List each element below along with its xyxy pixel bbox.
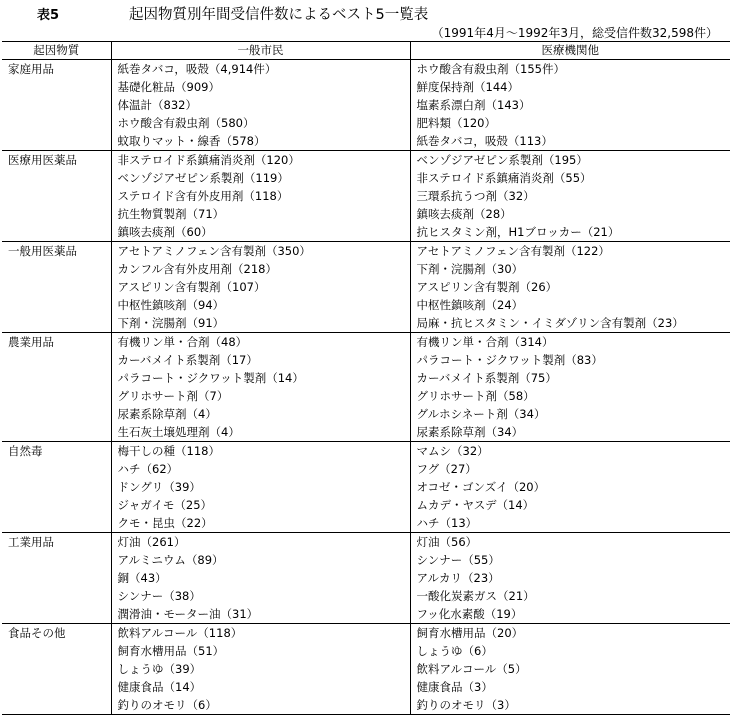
- medical-item: アスピリン含有製剤（26）: [416, 280, 558, 294]
- category-cell: [2, 242, 111, 333]
- public-item: 尿素系除草剤（4）: [117, 407, 217, 421]
- public-item: ハチ（62）: [117, 462, 179, 476]
- title-row: [0, 2, 732, 22]
- medical-item: アセトアミノフェン含有製剤（122）: [416, 244, 610, 258]
- public-item: 有機リン単・合剤（48）: [117, 335, 248, 349]
- public-cell: [111, 151, 410, 242]
- medical-item: 一酸化炭素ガス（21）: [416, 589, 535, 603]
- public-item: ステロイド含有外皮用剤（118）: [117, 189, 289, 203]
- public-item: 抗生物質製剤（71）: [117, 207, 225, 221]
- public-cell: [111, 624, 410, 715]
- ranking-table: [2, 41, 730, 715]
- medical-item: グルホシネート剤（34）: [416, 407, 546, 421]
- medical-item: マムシ（32）: [416, 444, 489, 458]
- medical-item: ベンゾジアゼピン系製剤（195）: [416, 153, 588, 167]
- public-item: クモ・昆虫（22）: [117, 516, 213, 530]
- category-name: 自然毒: [8, 444, 43, 458]
- category-cell: [2, 151, 111, 242]
- medical-cell: [410, 333, 730, 442]
- public-item: 基礎化粧品（909）: [117, 80, 220, 94]
- public-item: しょうゆ（39）: [117, 662, 202, 676]
- medical-item: 鎮咳去痰剤（28）: [416, 207, 512, 221]
- public-item: 蚊取りマット・線香（578）: [117, 134, 266, 148]
- table-title: 起因物質別年間受信件数によるベスト5一覧表: [129, 7, 429, 23]
- public-item: ホウ酸含有殺虫剤（580）: [117, 116, 255, 130]
- medical-item: カーバメイト系製剤（75）: [416, 371, 557, 385]
- public-cell: [111, 333, 410, 442]
- public-item: シンナー（38）: [117, 589, 201, 603]
- medical-item: 紙巻タバコ，吸殻（113）: [416, 134, 553, 148]
- medical-item: 飼育水槽用品（20）: [416, 626, 524, 640]
- public-item: 飲料アルコール（118）: [117, 626, 243, 640]
- header-category: 起因物質: [2, 42, 111, 60]
- medical-item: 塩素系漂白剤（143）: [416, 98, 531, 112]
- public-item: 紙巻タバコ，吸殻（4,914件）: [117, 62, 277, 76]
- public-item: 体温計（832）: [117, 98, 197, 112]
- medical-item: 釣りのオモリ（3）: [416, 698, 516, 712]
- medical-item: グリホサート剤（58）: [416, 389, 535, 403]
- medical-item: 鮮度保持剤（144）: [416, 80, 519, 94]
- public-item: 梅干しの種（118）: [117, 444, 220, 458]
- public-item: 鎮咳去痰剤（60）: [117, 225, 213, 239]
- table-row: [2, 624, 730, 715]
- category-cell: [2, 533, 111, 624]
- public-item: グリホサート剤（7）: [117, 389, 229, 403]
- public-item: パラコート・ジクワット製剤（14）: [117, 371, 304, 385]
- medical-item: アルカリ（23）: [416, 571, 500, 585]
- public-item: ベンゾジアゼピン系製剤（119）: [117, 171, 289, 185]
- table-label: 表5: [37, 8, 60, 23]
- header-public: 一般市民: [111, 42, 410, 60]
- medical-item: ハチ（13）: [416, 516, 478, 530]
- public-cell: [111, 242, 410, 333]
- medical-item: フグ（27）: [416, 462, 477, 476]
- table-row: [2, 242, 730, 333]
- header-medical: 医療機関他: [410, 42, 730, 60]
- medical-item: 抗ヒスタミン剤，H1ブロッカー（21）: [416, 225, 620, 239]
- public-item: カーバメイト系製剤（17）: [117, 353, 258, 367]
- table-row: [2, 333, 730, 442]
- public-item: 健康食品（14）: [117, 680, 202, 694]
- medical-cell: [410, 242, 730, 333]
- public-item: 飼育水槽用品（51）: [117, 644, 225, 658]
- medical-cell: [410, 60, 730, 151]
- medical-item: 肥料類（120）: [416, 116, 496, 130]
- public-item: 下剤・浣腸剤（91）: [117, 316, 225, 330]
- medical-item: 灯油（56）: [416, 535, 478, 549]
- medical-item: オコゼ・ゴンズイ（20）: [416, 480, 546, 494]
- medical-item: 下剤・浣腸剤（30）: [416, 262, 524, 276]
- category-name: 食品その他: [8, 626, 66, 640]
- medical-item: 非ステロイド系鎮痛消炎剤（55）: [416, 171, 592, 185]
- table-row: [2, 60, 730, 151]
- category-cell: [2, 442, 111, 533]
- category-name: 工業用品: [8, 535, 54, 549]
- public-item: 釣りのオモリ（6）: [117, 698, 217, 712]
- medical-item: フッ化水素酸（19）: [416, 607, 523, 621]
- public-item: アルミニウム（89）: [117, 553, 224, 567]
- public-cell: [111, 442, 410, 533]
- medical-item: シンナー（55）: [416, 553, 500, 567]
- public-item: アスピリン含有製剤（107）: [117, 280, 266, 294]
- medical-item: 有機リン単・合剤（314）: [416, 335, 554, 349]
- medical-item: ムカデ・ヤスデ（14）: [416, 498, 535, 512]
- medical-item: 健康食品（3）: [416, 680, 493, 694]
- medical-item: 飲料アルコール（5）: [416, 662, 527, 676]
- table-row: [2, 533, 730, 624]
- public-item: 中枢性鎮咳剤（94）: [117, 298, 225, 312]
- medical-item: しょうゆ（6）: [416, 644, 493, 658]
- table-row: [2, 442, 730, 533]
- medical-cell: [410, 624, 730, 715]
- period-note: （1991年4月～1992年3月，総受信件数32,598件）: [431, 26, 718, 40]
- public-cell: [111, 533, 410, 624]
- public-item: アセトアミノフェン含有製剤（350）: [117, 244, 311, 258]
- public-item: ジャガイモ（25）: [117, 498, 213, 512]
- public-item: ドングリ（39）: [117, 480, 201, 494]
- medical-item: 局麻・抗ヒスタミン・イミダゾリン含有製剤（23）: [416, 316, 684, 330]
- public-cell: [111, 60, 410, 151]
- medical-cell: [410, 442, 730, 533]
- category-cell: [2, 333, 111, 442]
- category-name: 農業用品: [8, 335, 54, 349]
- table-body: [2, 60, 730, 715]
- medical-cell: [410, 533, 730, 624]
- medical-cell: [410, 151, 730, 242]
- header-row: [2, 42, 730, 60]
- public-item: 非ステロイド系鎮痛消炎剤（120）: [117, 153, 300, 167]
- category-name: 医療用医薬品: [8, 153, 77, 167]
- category-cell: [2, 60, 111, 151]
- public-item: 銅（43）: [117, 571, 167, 585]
- public-item: 生石灰土壌処理剤（4）: [117, 425, 240, 439]
- category-cell: [2, 624, 111, 715]
- medical-item: ホウ酸含有殺虫剤（155件）: [416, 62, 565, 76]
- medical-item: パラコート・ジクワット製剤（83）: [416, 353, 603, 367]
- public-item: カンフル含有外皮用剤（218）: [117, 262, 277, 276]
- medical-item: 尿素系除草剤（34）: [416, 425, 524, 439]
- public-item: 潤滑油・モーター油（31）: [117, 607, 259, 621]
- medical-item: 三環系抗うつ剤（32）: [416, 189, 535, 203]
- category-name: 一般用医薬品: [8, 244, 77, 258]
- medical-item: 中枢性鎮咳剤（24）: [416, 298, 524, 312]
- category-name: 家庭用品: [8, 62, 54, 76]
- table-row: [2, 151, 730, 242]
- public-item: 灯油（261）: [117, 535, 186, 549]
